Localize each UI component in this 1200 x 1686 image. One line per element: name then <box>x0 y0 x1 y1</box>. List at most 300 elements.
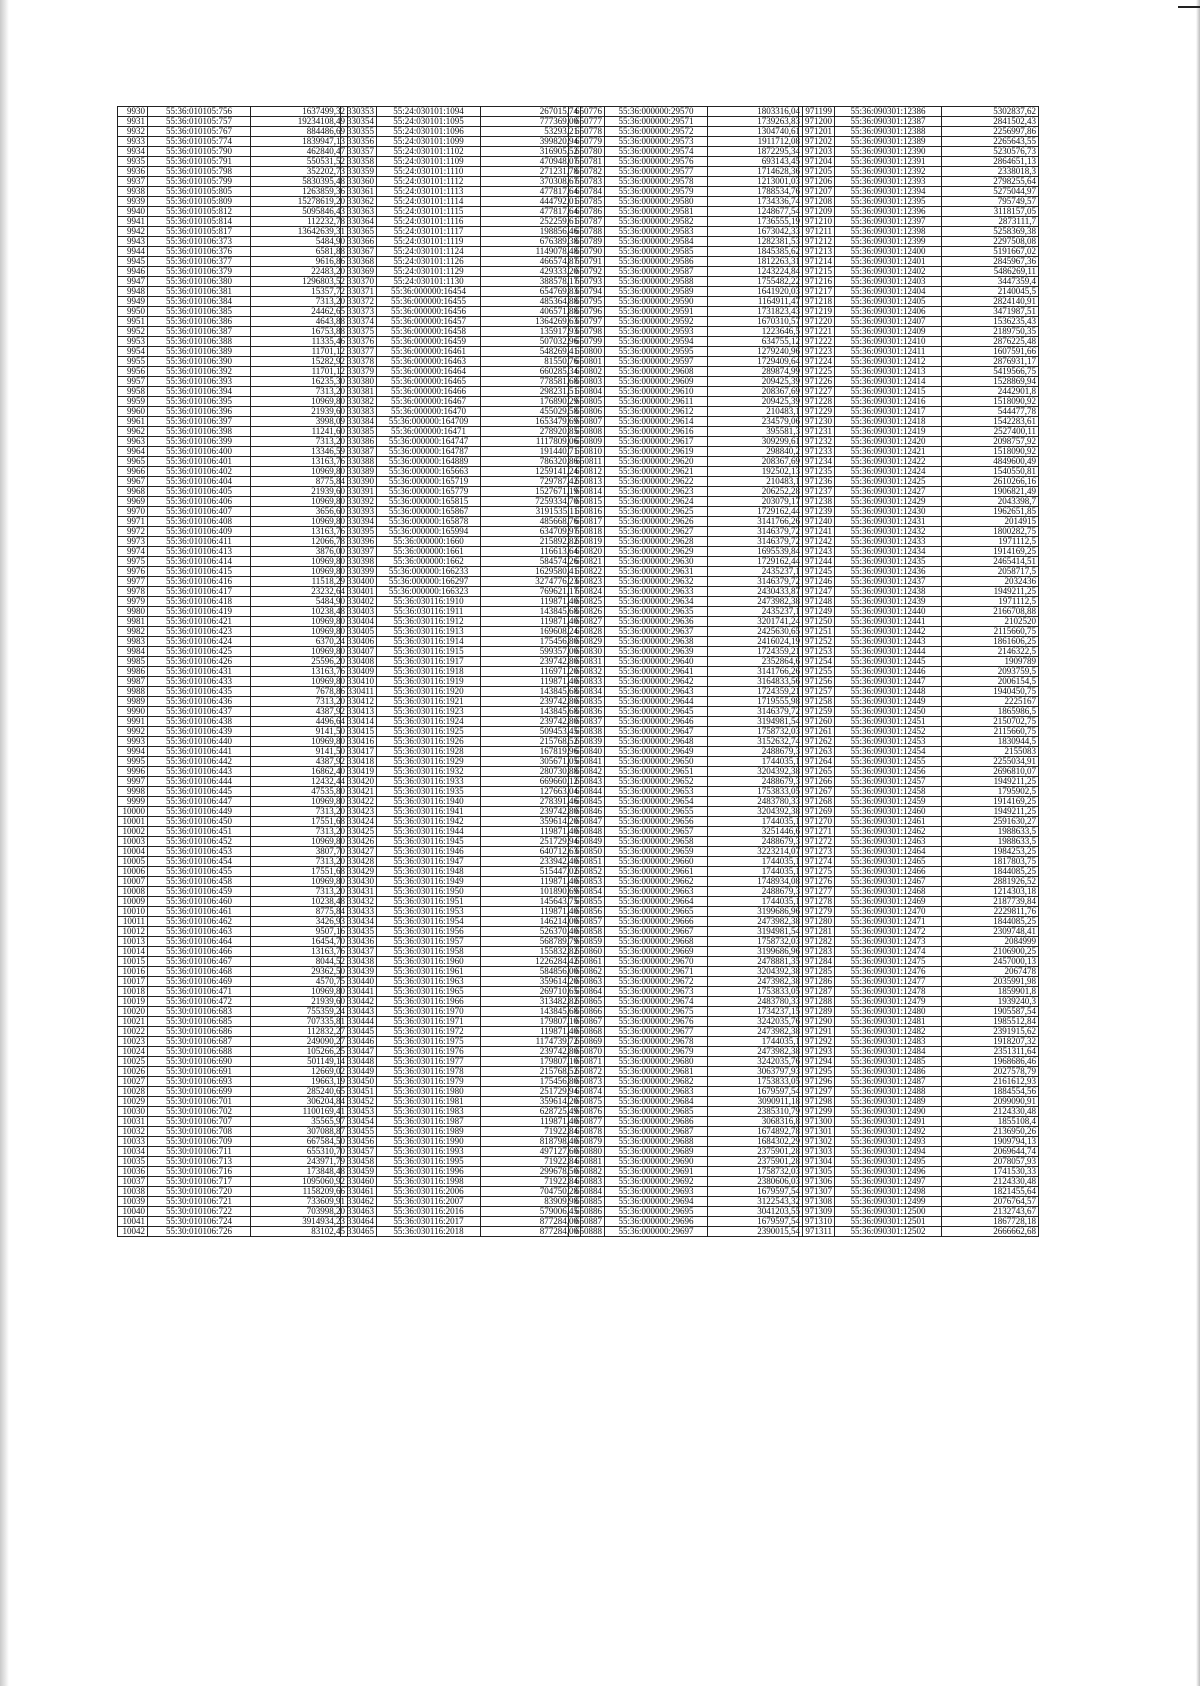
row-number: 971268 <box>799 797 835 807</box>
cadastral-value: 3118157,05 <box>942 207 1039 217</box>
cadastral-value: 1744035,1 <box>708 857 803 867</box>
row-number: 9961 <box>118 417 148 427</box>
table-row <box>341 107 581 117</box>
table-row <box>118 1057 348 1067</box>
cadastral-value: 1984253,25 <box>942 847 1039 857</box>
table-row <box>799 487 1039 497</box>
table-row <box>341 197 581 207</box>
cadastral-number: 55:36:030116:2017 <box>377 1217 481 1227</box>
table-row <box>799 1077 1039 1087</box>
cadastral-value: 313482,82 <box>481 997 581 1007</box>
cadastral-value: 13346,59 <box>251 447 348 457</box>
cadastral-value: 307088,87 <box>251 1127 348 1137</box>
cadastral-number: 55:36:010106:424 <box>148 637 251 647</box>
row-number: 971292 <box>799 1037 835 1047</box>
cadastral-value: 239742,80 <box>481 717 581 727</box>
cadastral-number: 55:36:010106:437 <box>148 707 251 717</box>
table-row <box>569 547 803 557</box>
cadastral-number: 55:36:000000:29614 <box>605 417 708 427</box>
table-row <box>799 1137 1039 1147</box>
cadastral-value: 2093759,5 <box>942 667 1039 677</box>
row-number: 9984 <box>118 647 148 657</box>
row-number: 971300 <box>799 1117 835 1127</box>
row-number: 971207 <box>799 187 835 197</box>
cadastral-value: 116971,20 <box>481 667 581 677</box>
row-number: 971270 <box>799 817 835 827</box>
cadastral-value: 2189750,35 <box>942 327 1039 337</box>
table-row <box>118 197 348 207</box>
cadastral-number: 55:36:000000:29680 <box>605 1057 708 1067</box>
table-row <box>118 157 348 167</box>
cadastral-value: 209425,39 <box>708 397 803 407</box>
row-number: 10014 <box>118 947 148 957</box>
table-row <box>569 917 803 927</box>
cadastral-number: 55:36:090301:12388 <box>835 127 942 137</box>
row-number: 971250 <box>799 617 835 627</box>
cadastral-value: 406571,88 <box>481 307 581 317</box>
cadastral-number: 55:36:010106:380 <box>148 277 251 287</box>
table-row <box>569 427 803 437</box>
cadastral-value: 2297508,08 <box>942 237 1039 247</box>
row-number: 650851 <box>569 857 605 867</box>
table-row <box>118 447 348 457</box>
table-row <box>799 577 1039 587</box>
cadastral-value: 1637499,32 <box>251 107 348 117</box>
cadastral-number: 55:36:090301:12476 <box>835 967 942 977</box>
row-number: 971209 <box>799 207 835 217</box>
cadastral-value: 191440,71 <box>481 447 581 457</box>
row-number: 330360 <box>341 177 377 187</box>
cadastral-number: 55:36:030116:1935 <box>377 787 481 797</box>
cadastral-value: 676389,38 <box>481 237 581 247</box>
table-row <box>569 697 803 707</box>
table-row <box>799 167 1039 177</box>
cadastral-number: 55:36:000000:29582 <box>605 217 708 227</box>
row-number: 650818 <box>569 527 605 537</box>
table-row <box>118 527 348 537</box>
table-row <box>799 217 1039 227</box>
cadastral-number: 55:36:030116:1977 <box>377 1057 481 1067</box>
cadastral-value: 1364269,63 <box>481 317 581 327</box>
cadastral-value: 703998,20 <box>251 1207 348 1217</box>
table-row <box>118 947 348 957</box>
cadastral-value: 2881926,52 <box>942 877 1039 887</box>
row-number: 330409 <box>341 667 377 677</box>
row-number: 330416 <box>341 737 377 747</box>
cadastral-number: 55:36:030116:1954 <box>377 917 481 927</box>
row-number: 971217 <box>799 287 835 297</box>
cadastral-number: 55:24:030101:1129 <box>377 267 481 277</box>
cadastral-value: 1800282,75 <box>942 527 1039 537</box>
row-number: 650838 <box>569 727 605 737</box>
row-number: 330383 <box>341 407 377 417</box>
cadastral-value: 1736555,19 <box>708 217 803 227</box>
cadastral-value: 173848,48 <box>251 1167 348 1177</box>
table-row <box>799 547 1039 557</box>
cadastral-number: 55:36:000000:16466 <box>377 387 481 397</box>
cadastral-number: 55:36:090301:12477 <box>835 977 942 987</box>
cadastral-number: 55:36:030116:1995 <box>377 1157 481 1167</box>
cadastral-value: 1914169,25 <box>942 797 1039 807</box>
cadastral-value: 3146379,72 <box>708 577 803 587</box>
row-number: 650825 <box>569 597 605 607</box>
cadastral-number: 55:24:030101:1126 <box>377 257 481 267</box>
table-row <box>341 1107 581 1117</box>
cadastral-number: 55:36:010106:397 <box>148 417 251 427</box>
table-row <box>799 587 1039 597</box>
row-number: 10037 <box>118 1177 148 1187</box>
cadastral-value: 3274776,23 <box>481 577 581 587</box>
cadastral-number: 55:36:000000:29578 <box>605 177 708 187</box>
cadastral-number: 55:36:090301:12473 <box>835 937 942 947</box>
table-row <box>799 867 1039 877</box>
row-number: 9977 <box>118 577 148 587</box>
cadastral-value: 5230576,73 <box>942 147 1039 157</box>
table-row <box>341 737 581 747</box>
cadastral-value: 2457000,13 <box>942 957 1039 967</box>
cadastral-value: 2102520 <box>942 617 1039 627</box>
row-number: 650858 <box>569 927 605 937</box>
table-row <box>118 887 348 897</box>
row-number: 971234 <box>799 457 835 467</box>
cadastral-value: 1744035,1 <box>708 817 803 827</box>
cadastral-value: 1296803,52 <box>251 277 348 287</box>
cadastral-number: 55:36:000000:29628 <box>605 537 708 547</box>
cadastral-value: 10969,80 <box>251 677 348 687</box>
cadastral-number: 55:36:090301:12457 <box>835 777 942 787</box>
row-number: 650883 <box>569 1177 605 1187</box>
cadastral-value: 12066,78 <box>251 537 348 547</box>
row-number: 9936 <box>118 167 148 177</box>
row-number: 650885 <box>569 1197 605 1207</box>
row-number: 650867 <box>569 1017 605 1027</box>
row-number: 330441 <box>341 987 377 997</box>
table-row <box>569 617 803 627</box>
cadastral-number: 55:36:030116:1951 <box>377 897 481 907</box>
cadastral-number: 55:36:030116:1912 <box>377 617 481 627</box>
cadastral-number: 55:36:010106:376 <box>148 247 251 257</box>
row-number: 971243 <box>799 547 835 557</box>
row-number: 10032 <box>118 1127 148 1137</box>
cadastral-number: 55:36:030116:1979 <box>377 1077 481 1087</box>
table-row <box>799 327 1039 337</box>
cadastral-number: 55:36:030116:1956 <box>377 927 481 937</box>
row-number: 971252 <box>799 637 835 647</box>
cadastral-number: 55:36:000000:1660 <box>377 537 481 547</box>
row-number: 971275 <box>799 867 835 877</box>
table-row <box>118 547 348 557</box>
table-row <box>799 977 1039 987</box>
cadastral-value: 2256997,86 <box>942 127 1039 137</box>
cadastral-number: 55:36:000000:29625 <box>605 507 708 517</box>
cadastral-value: 1741530,33 <box>942 1167 1039 1177</box>
cadastral-value: 4849600,49 <box>942 457 1039 467</box>
cadastral-number: 55:36:090301:12422 <box>835 457 942 467</box>
table-row <box>118 747 348 757</box>
row-number: 330453 <box>341 1107 377 1117</box>
row-number: 9991 <box>118 717 148 727</box>
cadastral-value: 252259,61 <box>481 217 581 227</box>
cadastral-number: 55:36:010106:409 <box>148 527 251 537</box>
row-number: 971288 <box>799 997 835 1007</box>
cadastral-value: 3199686,96 <box>708 947 803 957</box>
cadastral-number: 55:36:090301:12488 <box>835 1087 942 1097</box>
cadastral-value: 5484,90 <box>251 237 348 247</box>
row-number: 330377 <box>341 347 377 357</box>
cadastral-value: 1282381,53 <box>708 237 803 247</box>
table-row <box>341 147 581 157</box>
cadastral-value: 777369,00 <box>481 117 581 127</box>
table-row <box>569 197 803 207</box>
cadastral-number: 55:36:090301:12409 <box>835 327 942 337</box>
table-row <box>799 757 1039 767</box>
row-number: 330423 <box>341 807 377 817</box>
table-row <box>118 497 348 507</box>
table-row <box>799 777 1039 787</box>
row-number: 330370 <box>341 277 377 287</box>
cadastral-number: 55:36:000000:29597 <box>605 357 708 367</box>
cadastral-value: 10969,80 <box>251 987 348 997</box>
table-row <box>118 827 348 837</box>
cadastral-number: 55:36:000000:29585 <box>605 247 708 257</box>
registry-table-3 <box>568 106 803 1237</box>
table-row <box>118 317 348 327</box>
cadastral-number: 55:36:010106:388 <box>148 337 251 347</box>
cadastral-number: 55:36:090301:12444 <box>835 647 942 657</box>
table-row <box>341 677 581 687</box>
cadastral-number: 55:36:090301:12456 <box>835 767 942 777</box>
row-number: 330368 <box>341 257 377 267</box>
table-row <box>118 777 348 787</box>
cadastral-number: 55:36:090301:12486 <box>835 1067 942 1077</box>
table-row <box>341 977 581 987</box>
row-number: 650865 <box>569 997 605 1007</box>
cadastral-number: 55:36:090301:12394 <box>835 187 942 197</box>
row-number: 971241 <box>799 527 835 537</box>
row-number: 650786 <box>569 207 605 217</box>
row-number: 9934 <box>118 147 148 157</box>
table-row <box>799 647 1039 657</box>
cadastral-value: 628725,49 <box>481 1107 581 1117</box>
cadastral-number: 55:36:000000:29632 <box>605 577 708 587</box>
cadastral-number: 55:36:000000:29573 <box>605 137 708 147</box>
cadastral-value: 8775,84 <box>251 907 348 917</box>
cadastral-number: 55:36:010105:814 <box>148 217 251 227</box>
table-row <box>799 497 1039 507</box>
cadastral-value: 239742,80 <box>481 1047 581 1057</box>
cadastral-value: 786320,86 <box>481 457 581 467</box>
cadastral-number: 55:36:000000:29594 <box>605 337 708 347</box>
table-row <box>569 367 803 377</box>
cadastral-value: 309299,61 <box>708 437 803 447</box>
row-number: 10002 <box>118 827 148 837</box>
cadastral-value: 10969,80 <box>251 567 348 577</box>
cadastral-number: 55:36:090301:12449 <box>835 697 942 707</box>
cadastral-number: 55:36:000000:29643 <box>605 687 708 697</box>
table-row <box>569 1037 803 1047</box>
row-number: 10039 <box>118 1197 148 1207</box>
cadastral-value: 1949211,25 <box>942 807 1039 817</box>
table-row <box>341 387 581 397</box>
table-row <box>569 1097 803 1107</box>
table-row <box>569 1107 803 1117</box>
table-row <box>569 1087 803 1097</box>
cadastral-value: 5419566,75 <box>942 367 1039 377</box>
table-row <box>569 457 803 467</box>
cadastral-value: 1729162,44 <box>708 507 803 517</box>
cadastral-number: 55:30:010106:717 <box>148 1177 251 1187</box>
cadastral-value: 2824140,91 <box>942 297 1039 307</box>
table-row <box>341 317 581 327</box>
row-number: 971282 <box>799 937 835 947</box>
table-row <box>569 317 803 327</box>
cadastral-number: 55:36:090301:12491 <box>835 1117 942 1127</box>
cadastral-value: 203079,17 <box>708 497 803 507</box>
row-number: 971229 <box>799 407 835 417</box>
row-number: 650887 <box>569 1217 605 1227</box>
cadastral-number: 55:36:030116:2007 <box>377 1197 481 1207</box>
table-row <box>569 167 803 177</box>
cadastral-number: 55:36:030116:1917 <box>377 657 481 667</box>
table-row <box>799 607 1039 617</box>
row-number: 971200 <box>799 117 835 127</box>
row-number: 971284 <box>799 957 835 967</box>
row-number: 330385 <box>341 427 377 437</box>
cadastral-value: 9507,16 <box>251 927 348 937</box>
table-row <box>341 357 581 367</box>
cadastral-number: 55:30:010106:691 <box>148 1067 251 1077</box>
cadastral-number: 55:36:000000:29673 <box>605 987 708 997</box>
cadastral-number: 55:36:030116:1925 <box>377 727 481 737</box>
row-number: 650842 <box>569 767 605 777</box>
cadastral-value: 3191535,11 <box>481 507 581 517</box>
table-row <box>118 717 348 727</box>
cadastral-value: 11701,12 <box>251 367 348 377</box>
table-row <box>341 457 581 467</box>
table-row <box>118 967 348 977</box>
row-number: 9947 <box>118 277 148 287</box>
cadastral-number: 55:36:090301:12391 <box>835 157 942 167</box>
cadastral-number: 55:36:000000:29682 <box>605 1077 708 1087</box>
cadastral-number: 55:24:030101:1130 <box>377 277 481 287</box>
cadastral-number: 55:36:010106:379 <box>148 267 251 277</box>
table-row <box>569 387 803 397</box>
table-row <box>569 667 803 677</box>
cadastral-number: 55:36:030116:1989 <box>377 1127 481 1137</box>
row-number: 330419 <box>341 767 377 777</box>
cadastral-number: 55:24:030101:1116 <box>377 217 481 227</box>
row-number: 650831 <box>569 657 605 667</box>
cadastral-value: 778581,68 <box>481 377 581 387</box>
row-number: 10035 <box>118 1157 148 1167</box>
row-number: 650828 <box>569 627 605 637</box>
table-row <box>341 897 581 907</box>
cadastral-value: 53293,21 <box>481 127 581 137</box>
row-number: 330404 <box>341 617 377 627</box>
table-row <box>569 117 803 127</box>
table-row <box>118 1007 348 1017</box>
cadastral-number: 55:36:090301:12495 <box>835 1157 942 1167</box>
row-number: 971291 <box>799 1027 835 1037</box>
row-number: 971276 <box>799 877 835 887</box>
cadastral-number: 55:36:000000:29645 <box>605 707 708 717</box>
row-number: 971272 <box>799 837 835 847</box>
cadastral-number: 55:36:030116:2016 <box>377 1207 481 1217</box>
cadastral-value: 2309748,41 <box>942 927 1039 937</box>
table-row <box>569 347 803 357</box>
table-row <box>118 567 348 577</box>
row-number: 330366 <box>341 237 377 247</box>
cadastral-number: 55:36:010106:407 <box>148 507 251 517</box>
cadastral-number: 55:36:090301:12489 <box>835 1097 942 1107</box>
table-row <box>118 227 348 237</box>
cadastral-value: 119871,40 <box>481 1027 581 1037</box>
table-row <box>118 357 348 367</box>
row-number: 330464 <box>341 1217 377 1227</box>
cadastral-number: 55:36:030116:1970 <box>377 1007 481 1017</box>
cadastral-value: 2696810,07 <box>942 767 1039 777</box>
cadastral-value: 1729162,44 <box>708 557 803 567</box>
cadastral-value: 1744035,1 <box>708 757 803 767</box>
cadastral-number: 55:36:090301:12424 <box>835 467 942 477</box>
cadastral-value: 119871,40 <box>481 597 581 607</box>
cadastral-value: 5258369,38 <box>942 227 1039 237</box>
cadastral-value: 693143,45 <box>708 157 803 167</box>
table-row <box>341 537 581 547</box>
cadastral-value: 1830944,5 <box>942 737 1039 747</box>
table-row <box>569 767 803 777</box>
cadastral-number: 55:36:000000:29591 <box>605 307 708 317</box>
row-number: 330420 <box>341 777 377 787</box>
table-row <box>341 1117 581 1127</box>
table-row <box>569 577 803 587</box>
table-row <box>569 1227 803 1237</box>
cadastral-value: 667584,50 <box>251 1137 348 1147</box>
cadastral-value: 9141,50 <box>251 727 348 737</box>
row-number: 650788 <box>569 227 605 237</box>
table-row <box>799 987 1039 997</box>
cadastral-number: 55:36:030116:2006 <box>377 1187 481 1197</box>
table-row <box>341 1137 581 1147</box>
cadastral-value: 1914169,25 <box>942 547 1039 557</box>
row-number: 330396 <box>341 537 377 547</box>
table-row <box>341 1167 581 1177</box>
cadastral-number: 55:36:000000:29639 <box>605 647 708 657</box>
cadastral-number: 55:36:030116:1961 <box>377 967 481 977</box>
cadastral-number: 55:36:000000:29652 <box>605 777 708 787</box>
cadastral-value: 5830395,48 <box>251 177 348 187</box>
row-number: 9942 <box>118 227 148 237</box>
cadastral-number: 55:36:000000:165994 <box>377 527 481 537</box>
cadastral-value: 298231,51 <box>481 387 581 397</box>
row-number: 9969 <box>118 497 148 507</box>
cadastral-number: 55:36:010106:433 <box>148 677 251 687</box>
cadastral-value: 2098757,92 <box>942 437 1039 447</box>
cadastral-number: 55:36:030116:1993 <box>377 1147 481 1157</box>
cadastral-value: 497127,60 <box>481 1147 581 1157</box>
cadastral-value: 634709,97 <box>481 527 581 537</box>
row-number: 9941 <box>118 217 148 227</box>
table-row <box>799 157 1039 167</box>
cadastral-number: 55:36:010106:414 <box>148 557 251 567</box>
cadastral-number: 55:36:000000:29587 <box>605 267 708 277</box>
cadastral-number: 55:36:000000:29692 <box>605 1177 708 1187</box>
table-row <box>569 157 803 167</box>
cadastral-value: 1911712,08 <box>708 137 803 147</box>
row-number: 9983 <box>118 637 148 647</box>
table-row <box>118 407 348 417</box>
cadastral-number: 55:36:010106:393 <box>148 377 251 387</box>
